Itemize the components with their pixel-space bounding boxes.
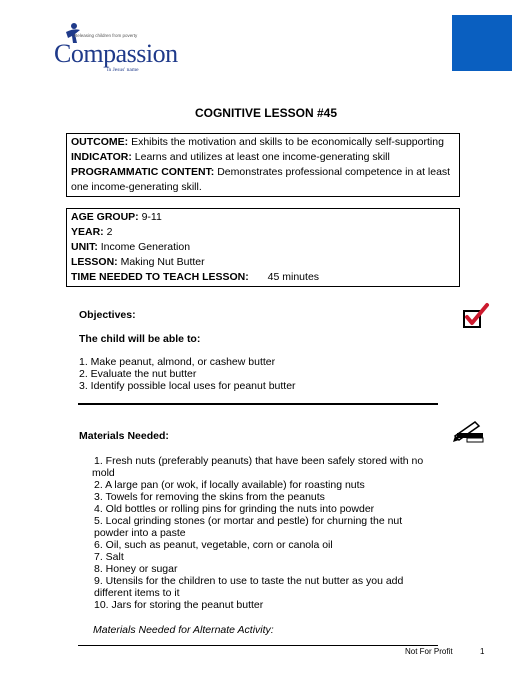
list-item: different items to it [94,587,180,599]
list-item: 8. Honey or sugar [94,563,178,575]
age-group-value: 9-11 [141,211,162,223]
year-label: YEAR: [71,226,104,238]
year-line [71,225,455,240]
objectives-list [79,356,296,392]
footer-divider [78,645,438,646]
programmatic-text-cont: one income-generating skill. [71,181,202,193]
pencil-crayon-tools-icon [451,418,487,444]
objectives-intro: The child will be able to: [79,333,201,345]
lesson-info-box [66,208,460,287]
indicator-line [71,150,455,165]
outcome-line [71,135,455,150]
unit-line [71,240,455,255]
outcome-label: OUTCOME: [71,136,129,148]
alternate-materials-heading: Materials Needed for Alternate Activity: [93,624,274,636]
outcome-text: Exhibits the motivation and skills to be economically self-supporting [131,136,444,148]
logo-tagline: Releasing children from poverty [74,33,138,38]
page-title: COGNITIVE LESSON #45 [194,106,338,120]
list-item: mold [92,467,115,479]
lesson-label: LESSON: [71,256,118,268]
list-item: 5. Local grinding stones (or mortar and pestle) for churning the nut [94,515,403,527]
unit-value: Income Generation [100,241,191,253]
lesson-line [71,255,455,270]
list-item: powder into a paste [94,527,186,539]
checkbox-checkmark-icon [462,302,490,330]
programmatic-label: PROGRAMMATIC CONTENT: [71,166,215,178]
list-item: 4. Old bottles or rolling pins for grinding the nuts into powder [94,503,375,515]
age-group-label: AGE GROUP: [71,211,139,223]
list-item: 6. Oil, such as peanut, vegetable, corn or canola oil [94,539,333,551]
objectives-heading: Objectives: [79,309,136,321]
materials-heading: Materials Needed: [79,430,169,442]
page-number: 1 [480,647,485,656]
list-item: 2. A large pan (or wok, if locally available) for roasting nuts [94,479,365,491]
programmatic-line [71,165,455,180]
list-item: 3. Towels for removing the skins from the peanuts [94,491,325,503]
list-item: 9. Utensils for the children to use to taste the nut butter as you add [94,575,404,587]
footer-note: Not For Profit [405,647,453,656]
section-divider [78,403,438,405]
list-item: 3. Identify possible local uses for peanut butter [79,380,296,392]
blue-brush-square [452,15,512,71]
indicator-text: Learns and utilizes at least one income-generating skill [134,151,390,163]
outcome-box [66,133,460,197]
materials-list [94,455,439,611]
list-item: 10. Jars for storing the peanut butter [94,599,264,611]
year-value: 2 [106,226,113,238]
age-group-line [71,210,455,225]
indicator-label: INDICATOR: [71,151,132,163]
unit-label: UNIT: [71,241,98,253]
list-item: 1. Fresh nuts (preferably peanuts) that have been safely stored with no [94,455,424,467]
time-value: 45 minutes [267,271,320,283]
programmatic-text: Demonstrates professional competence in at least [217,166,451,178]
compassion-logo [52,22,178,73]
logo-wordmark: Compassion [54,39,178,68]
logo-subtitle: in Jesus' name [107,67,139,73]
list-item: 7. Salt [94,551,124,563]
time-line [71,270,455,285]
list-item: 1. Make peanut, almond, or cashew butter [79,356,276,368]
time-label: TIME NEEDED TO TEACH LESSON: [71,271,249,283]
lesson-value: Making Nut Butter [120,256,205,268]
list-item: 2. Evaluate the nut butter [79,368,197,380]
